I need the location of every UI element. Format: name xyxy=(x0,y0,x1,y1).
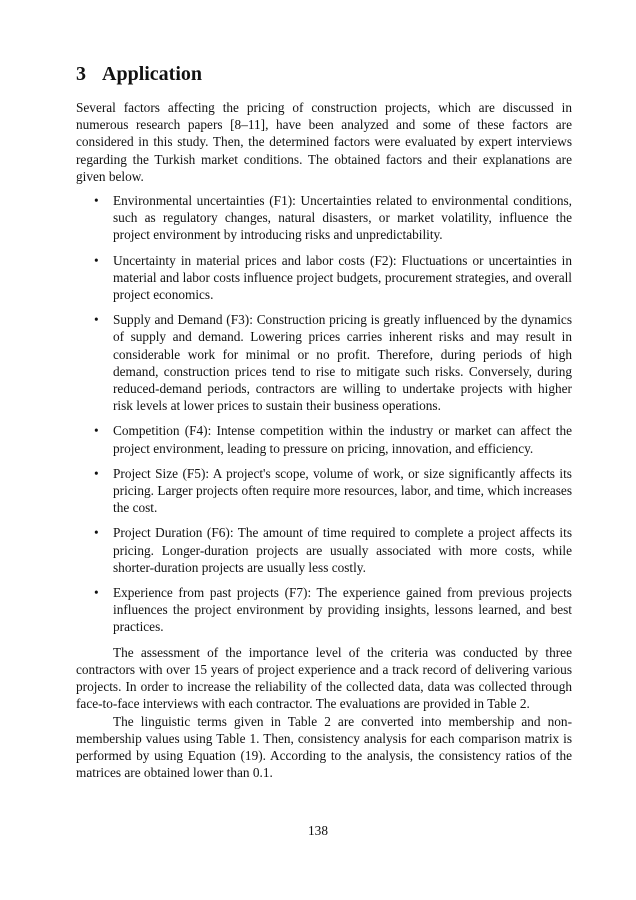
factor-text: Experience from past projects (F7): The experience gained from previous projects influences the project environment by providing insights, lessons learned, and best practices. xyxy=(113,585,572,635)
factor-text: Environmental uncertainties (F1): Uncertainties related to environmental conditions, such as regulatory changes, natural disasters, or market volatility, influence the project environment by introducing risks and unpredictability. xyxy=(113,193,572,243)
bullet-icon: • xyxy=(94,423,99,439)
bullet-icon: • xyxy=(94,312,99,328)
factor-list xyxy=(76,192,572,636)
factor-item-f4 xyxy=(76,422,572,456)
bullet-icon: • xyxy=(94,193,99,209)
factor-text: Supply and Demand (F3): Construction pricing is greatly influenced by the dynamics of supply and demand. Lowering prices carries inherent risks and may result in considerable work for minimal or no profit. Therefore, during periods of high demand, construction prices tend to rise to mitigate such risks. Conversely, during reduced-demand periods, contractors are willing to undertake projects with higher risk levels at lower prices to sustain their business operations. xyxy=(113,312,572,414)
factor-text: Uncertainty in material prices and labor costs (F2): Fluctuations or uncertainties in material and labor costs influence project budgets, procurement strategies, and overall project economics. xyxy=(113,252,572,303)
assessment-paragraph: The assessment of the importance level of the criteria was conducted by three contractors with over 15 years of project experience and a track record of delivering various projects. In order to increase the reliability of the collected data, data was collected through face-to-face interviews with each contractor. The evaluations are provided in Table 2. xyxy=(76,644,572,712)
section-number: 3 xyxy=(76,63,86,85)
factor-item-f7 xyxy=(76,584,572,636)
factor-text: Project Size (F5): A project's scope, volume of work, or size significantly affects its pricing. Larger projects often require more resources, labor, and time, which increases the cost. xyxy=(113,465,572,516)
page-body xyxy=(76,62,572,781)
bullet-icon: • xyxy=(94,252,99,268)
factor-text: Project Duration (F6): The amount of time required to complete a project affects its pricing. Longer-duration projects are usually associated with more costs, while shorter-duration projects are usually less costly. xyxy=(113,525,572,575)
section-heading xyxy=(76,62,572,86)
bullet-icon: • xyxy=(94,585,99,601)
factor-text: Competition (F4): Intense competition within the industry or market can affect the project environment, leading to pressure on pricing, innovation, and efficiency. xyxy=(113,423,572,456)
bullet-icon: • xyxy=(94,525,99,541)
linguistic-terms-paragraph: The linguistic terms given in Table 2 are converted into membership and non-membership values using Table 1. Then, consistency analysis for each comparison matrix is performed by using Equation (19). According to the analysis, the consistency ratios of the matrices are obtained lower than 0.1. xyxy=(76,713,572,781)
section-title: Application xyxy=(102,63,203,85)
bullet-icon: • xyxy=(94,465,99,481)
factor-item-f1 xyxy=(76,192,572,244)
factor-item-f3 xyxy=(76,311,572,414)
factor-item-f2 xyxy=(76,252,572,304)
factor-item-f6 xyxy=(76,524,572,576)
factor-item-f5 xyxy=(76,465,572,517)
intro-paragraph: Several factors affecting the pricing of construction projects, which are discussed in numerous research papers [8–11], have been analyzed and some of these factors are considered in this study. Then, the determined factors were evaluated by expert interviews regarding the Turkish market conditions. The obtained factors and their explanations are given below. xyxy=(76,100,572,184)
page-number: 138 xyxy=(308,823,328,838)
